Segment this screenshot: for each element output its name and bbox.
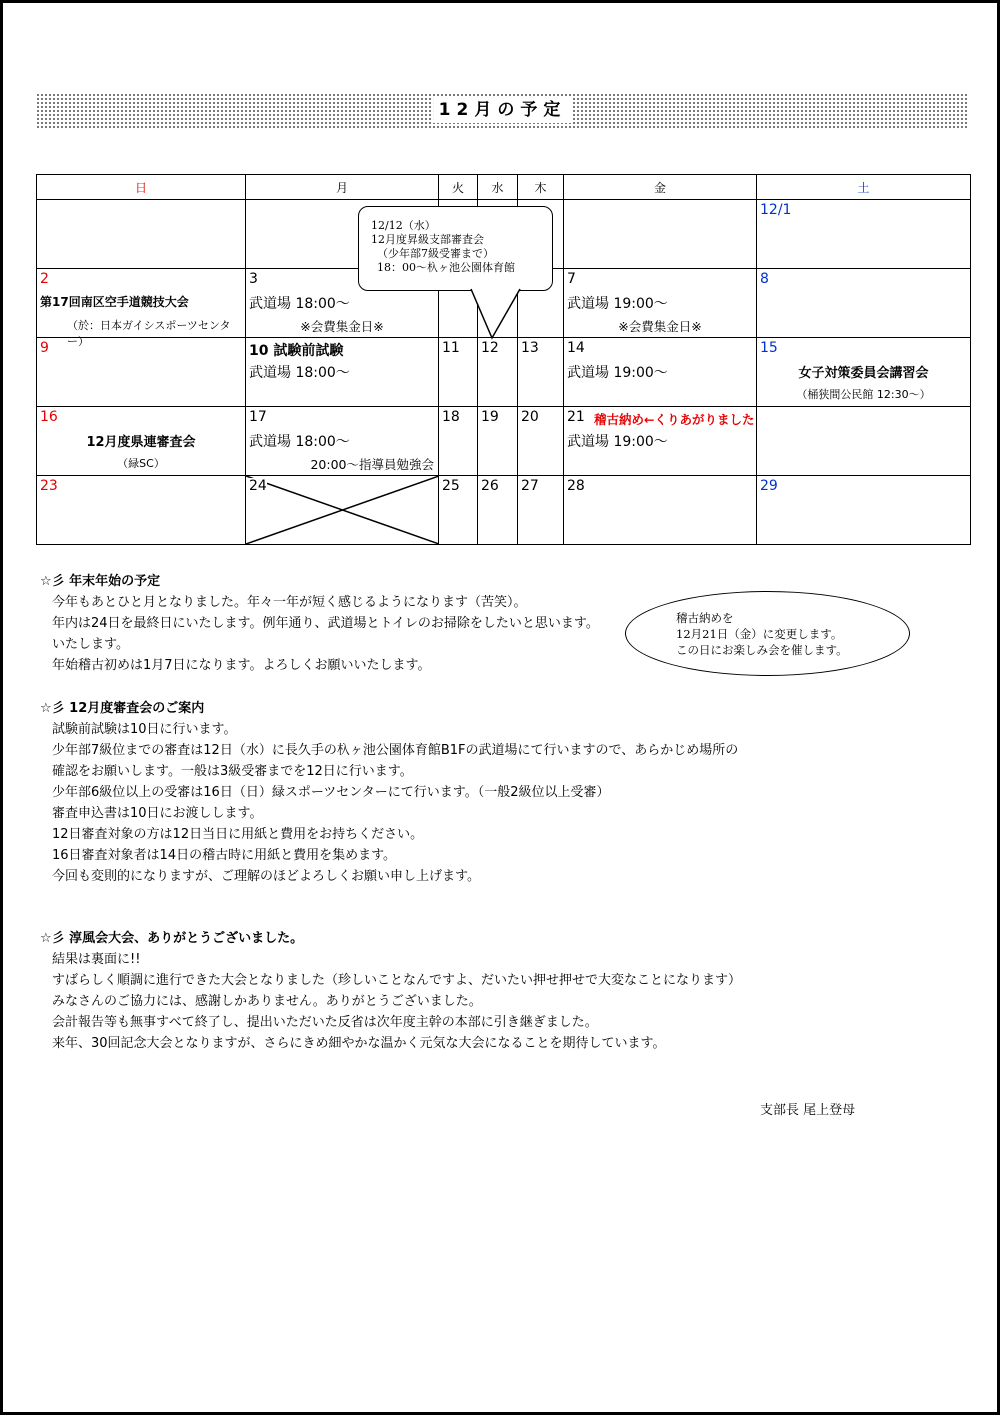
day-number: 2 — [40, 271, 49, 287]
event-note: ※会費集金日※ — [300, 319, 384, 334]
section-line: 会計報告等も無事すべて終了し、提出いただいた反省は次年度主幹の本部に引き継ぎました。 — [52, 1015, 598, 1030]
day-number: 14 — [567, 340, 585, 356]
day-cell — [478, 407, 517, 475]
section-line: 今年もあとひと月となりました。年々一年が短く感じるようになります（苦笑）。 — [52, 595, 527, 610]
weekday-sun: 日 — [37, 175, 246, 200]
section-line: 今回も変則的になりますが、ご理解のほどよろしくお願い申し上げます。 — [52, 869, 480, 884]
week-row — [37, 407, 971, 476]
section-line: 16日審査対象者は14日の稽古時に用紙と費用を集めます。 — [52, 848, 397, 863]
day-number: 9 — [40, 340, 49, 356]
section-heading: ☆彡 年末年始の予定 — [40, 574, 161, 589]
day-number: 27 — [521, 478, 539, 494]
event-text: 武道場 19:00～ — [567, 434, 668, 450]
section-body — [40, 719, 738, 887]
section-body — [40, 592, 599, 676]
day-number: 12 — [481, 340, 499, 356]
event-text: 第17回南区空手道競技大会 — [40, 295, 189, 309]
week-row — [37, 338, 971, 407]
day-number: 16 — [40, 409, 58, 425]
day-cell — [518, 407, 563, 475]
day-number: 10 試験前試験 — [249, 343, 344, 359]
section-exam-guide — [40, 698, 738, 887]
event-text: 女子対策委員会講習会 — [798, 366, 929, 381]
section-heading: ☆彡 淳風会大会、ありがとうございました。 — [40, 931, 304, 946]
section-line: すばらしく順調に進行できた大会となりました（珍しいことなんですよ、だいたい押せ押せで大変なことになります） — [52, 973, 742, 988]
section-line: 確認をお願いします。一般は3級受審までを12日に行います。 — [52, 764, 413, 779]
section-heading: ☆彡 12月度審査会のご案内 — [40, 701, 205, 716]
oval-line: 稽古納めを — [676, 611, 734, 625]
day-number: 29 — [760, 478, 778, 494]
day-cell — [37, 200, 245, 268]
oval-line: この日にお楽しみ会を催します。 — [676, 643, 848, 657]
callout-line: （少年部7級受審まで） — [377, 247, 494, 260]
section-line: 結果は裏面に!! — [52, 952, 141, 967]
day-cell — [478, 338, 517, 406]
day-number: 13 — [521, 340, 539, 356]
day-cell — [757, 407, 970, 475]
day-cell — [564, 269, 756, 337]
day-cell — [439, 407, 477, 475]
day-cell — [757, 476, 970, 544]
day-cell — [757, 200, 970, 268]
day-number: 20 — [521, 409, 539, 425]
week-row — [37, 476, 971, 545]
day-cell — [564, 200, 756, 268]
event-text: 武道場 18:00～ — [249, 434, 350, 450]
day-cell — [246, 407, 438, 475]
notice-oval — [625, 591, 910, 676]
section-year-end — [40, 571, 599, 676]
event-text: 武道場 19:00～ — [567, 296, 668, 312]
section-line: みなさんのご協力には、感謝しかありません。ありがとうございました。 — [52, 994, 482, 1009]
day-cell — [37, 407, 245, 475]
weekday-fri: 金 — [564, 175, 757, 200]
event-place: （緑SC） — [117, 457, 165, 470]
event-place: （桶狭間公民館 12:30～） — [796, 388, 931, 401]
section-line: 年内は24日を最終日にいたします。例年通り、武道場とトイレのお掃除をしたいと思います。 — [52, 616, 599, 631]
day-number: 12/1 — [760, 202, 792, 218]
day-number: 23 — [40, 478, 58, 494]
day-cell — [564, 338, 756, 406]
callout-line: 12月度昇級支部審査会 — [371, 233, 484, 246]
title-bar — [36, 93, 969, 129]
section-tournament-thanks — [40, 928, 741, 1054]
event-place: （於：日本ガイシスポーツセンター） — [67, 319, 231, 348]
day-number: 24 — [249, 478, 267, 494]
section-body — [40, 949, 741, 1054]
section-line: 審査申込書は10日にお渡しします。 — [52, 806, 263, 821]
day-cell — [246, 338, 438, 406]
day-number: 25 — [442, 478, 460, 494]
day-number: 7 — [567, 271, 576, 287]
day-cell — [37, 338, 245, 406]
cross-out-mark — [246, 476, 439, 544]
day-cell — [564, 407, 756, 475]
weekday-wed: 水 — [478, 175, 518, 200]
day-cell — [439, 476, 477, 544]
section-line: 12日審査対象の方は12日当日に用紙と費用をお持ちください。 — [52, 827, 424, 842]
event-note: 20:00～指導員勉強会 — [310, 457, 434, 472]
callout-tail — [468, 288, 523, 340]
day-cell — [478, 476, 517, 544]
section-line: いたします。 — [52, 637, 129, 652]
day-number: 11 — [442, 340, 460, 356]
weekday-mon: 月 — [246, 175, 439, 200]
weekday-tue: 火 — [439, 175, 478, 200]
day-number: 19 — [481, 409, 499, 425]
signature: 支部長 尾上登母 — [760, 1103, 856, 1118]
weekday-sat: 土 — [757, 175, 971, 200]
day-cell — [518, 476, 563, 544]
day-number: 28 — [567, 478, 585, 494]
day-cell — [37, 476, 245, 544]
oval-text — [676, 610, 848, 658]
day-number: 8 — [760, 271, 769, 287]
page-title: 12月の予定 — [433, 97, 573, 123]
event-text: 武道場 19:00～ — [567, 365, 668, 381]
event-text: 武道場 18:00～ — [249, 365, 350, 381]
day-cell — [439, 338, 477, 406]
section-line: 年始稽古初めは1月7日になります。よろしくお願いいたします。 — [52, 658, 431, 673]
section-line: 来年、30回記念大会となりますが、さらにきめ細やかな温かく元気な大会になることを期待しています。 — [52, 1036, 666, 1051]
day-number: 26 — [481, 478, 499, 494]
day-cell — [564, 476, 756, 544]
day-number: 21 — [567, 409, 585, 425]
day-number: 3 — [249, 271, 258, 287]
callout-line: 12/12（水） — [371, 219, 436, 232]
callout-line: 18：00～杁ヶ池公園体育館 — [377, 261, 515, 274]
event-text: 12月度県連審査会 — [86, 435, 196, 450]
day-cell — [37, 269, 245, 348]
notice-text: 稽古納め←くりあがりました — [594, 412, 755, 427]
callout-text — [371, 219, 515, 275]
event-note: ※会費集金日※ — [618, 319, 702, 334]
event-text: 武道場 18:00～ — [249, 296, 350, 312]
section-line: 少年部6級位以上の受審は16日（日）緑スポーツセンターにて行います。（一般2級位以上受審） — [52, 785, 610, 800]
callout-bubble — [358, 206, 553, 291]
weekday-thu: 木 — [518, 175, 564, 200]
day-cell — [757, 269, 970, 337]
day-number: 15 — [760, 340, 778, 356]
section-line: 少年部7級位までの審査は12日（水）に長久手の杁ヶ池公園体育館B1Fの武道場にて行いますので、あらかじめ場所の — [52, 743, 739, 758]
day-cell — [518, 338, 563, 406]
day-number: 18 — [442, 409, 460, 425]
day-number: 17 — [249, 409, 267, 425]
day-cell — [246, 476, 438, 544]
oval-line: 12月21日（金）に変更します。 — [676, 627, 843, 641]
section-line: 試験前試験は10日に行います。 — [52, 722, 237, 737]
day-cell — [757, 338, 970, 406]
